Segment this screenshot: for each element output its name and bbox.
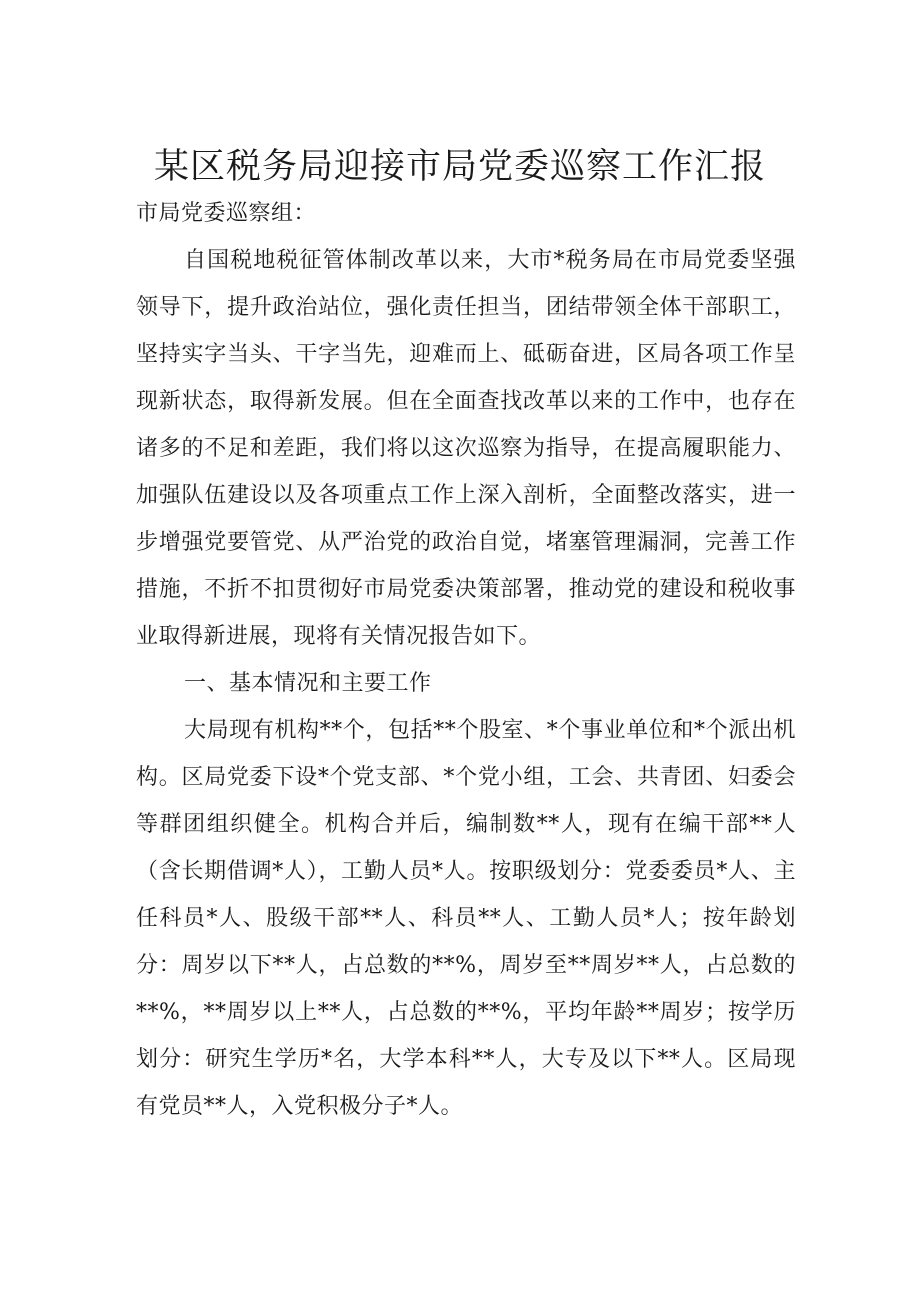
basic-situation-paragraph: 大局现有机构**个，包括**个股室、*个事业单位和*个派出机构。区局党委下设*个党支部、*个党小组，工会、共青团、妇委会等群团组织健全。机构合并后，编制数**人，现有在编干部**人（含长期借调*人），工勤人员*人。按职级划分：党委委员*人、主任科员*人、股级干部**人、科员**人、工勤人员*人；按年龄划分：周岁以下**人，占总数的**%，周岁至**周岁**人，占总数的**%，**周岁以上**人，占总数的**%，平均年龄**周岁；按学历划分：研究生学历*名，大学本科**人，大专及以下**人。区局现有党员**人，入党积极分子*人。 xyxy=(136,718,796,1119)
salutation: 市局党委巡察组： xyxy=(136,201,317,226)
section-heading: 一、基本情况和主要工作 xyxy=(184,671,432,696)
document-body xyxy=(136,190,796,1130)
intro-paragraph: 自国税地税征管体制改革以来，大市*税务局在市局党委坚强领导下，提升政治站位，强化责任担当，团结带领全体干部职工，坚持实字当头、干字当先，迎难而上、砥砺奋进，区局各项工作呈现新状态，取得新发展。但在全面查找改革以来的工作中，也存在诸多的不足和差距，我们将以这次巡察为指导，在提高履职能力、加强队伍建设以及各项重点工作上深入剖析，全面整改落实，进一步增强党要管党、从严治党的政治自觉，堵塞管理漏洞，完善工作措施，不折不扣贯彻好市局党委决策部署，推动党的建设和税收事业取得新进展，现将有关情况报告如下。 xyxy=(136,248,796,649)
document-title: 某区税务局迎接市局党委巡察工作汇报 xyxy=(153,147,766,187)
